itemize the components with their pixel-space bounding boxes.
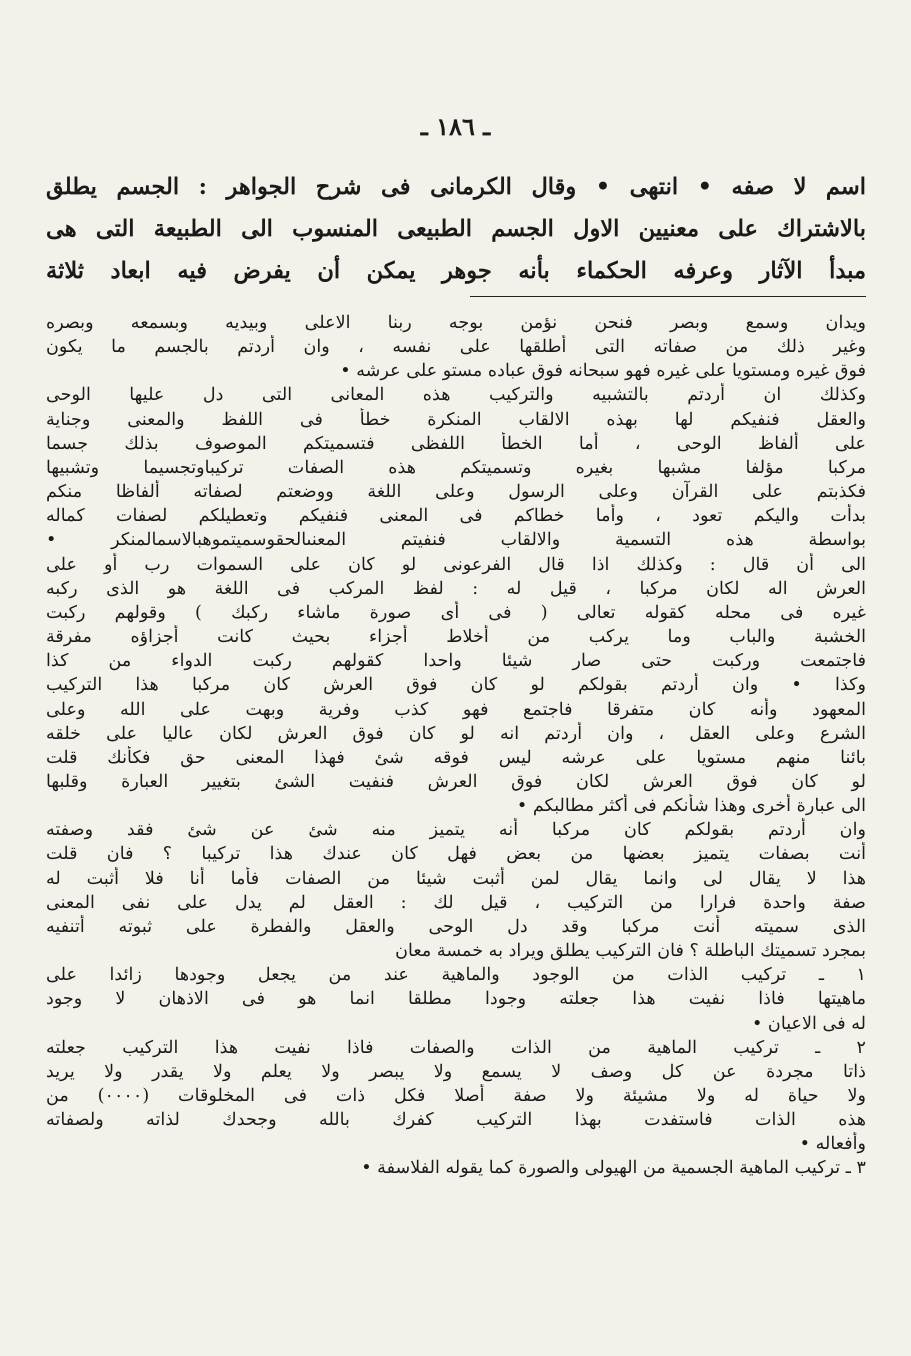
footnote-line: هذه الذات فاستفدت بهذا التركيب كفرك بالله وجحدك لذاته ولصفاته bbox=[46, 1110, 866, 1131]
footnote-line: صفة واحدة فرارا من التركيب ، قيل لك : العقل لم يدل على نفى المعنى bbox=[46, 892, 866, 913]
footnote-line: بواسطة هذه التسمية والالقاب فنفيتم المعنىالحقوسميتموهبالاسمالمنكر • bbox=[46, 530, 866, 551]
footnote-line: الخشبة والباب وما يركب من أخلاط أجزاء بحيث كانت أجزاؤه مفرقة bbox=[46, 627, 866, 648]
footnote-line: بدأت واليكم تعود ، وأما خطاكم فى المعنى فنفيكم وتعطيلكم لصفات كماله bbox=[46, 506, 866, 527]
footnote-line: ٢ ـ تركيب الماهية من الذات والصفات فاذا نفيت هذا التركيب جعلته bbox=[46, 1037, 866, 1058]
footnote-line: وان أردتم بقولكم كان مركبا أنه يتميز منه شئ عن شئ فقد وصفته bbox=[46, 820, 866, 841]
footnote-line: غيره فى محله كقوله تعالى ( فى أى صورة ماشاء ركبك ) وقولهم ركبت bbox=[46, 602, 866, 623]
footnote-line: بائنا منهم مستويا على عرشه ليس فوقه شئ فهذا المعنى حق فكأنك قلت bbox=[46, 747, 866, 768]
footnote-line: هذا لا يقال لى وانما يقال لمن أثبت شيئا من الصفات فأما أنا فلا أثبت له bbox=[46, 868, 866, 889]
main-text bbox=[46, 166, 866, 292]
footnote-line: الذى سميته أنت مركبا وقد دل الوحى والعقل والفطرة على ثبوته أتنفيه bbox=[46, 916, 866, 937]
footnote-line: الى أن قال : وكذلك اذا قال الفرعونى لو كان على السموات رب أو على bbox=[46, 554, 866, 575]
footnote-line: الى عبارة أخرى وهذا شأنكم فى أكثر مطالبكم • bbox=[516, 796, 866, 817]
footnote-line: المعهود وأنه كان متفرقا فاجتمع فهو كذب وفرية وبهت على الله وعلى bbox=[46, 699, 866, 720]
footnote-line: الشرع وعلى العقل ، وان أردتم انه لو كان فوق العرش لكان عاليا على خلقه bbox=[46, 723, 866, 744]
footnote-line: أنت بصفات يتميز بعضها من بعض فهل كان عندك هذا تركيبا ؟ فان قلت bbox=[46, 844, 866, 865]
main-text-line: مبدأ الآثار وعرفه الحكماء بأنه جوهر يمكن أن يفرض فيه ابعاد ثلاثة bbox=[46, 258, 866, 284]
footnote-line: فاجتمعت وركبت حتى صار شيئا واحدا كقولهم ركبت الدواء من كذا bbox=[46, 651, 866, 672]
footnote-line: لو كان فوق العرش لكان فوق العرش فنفيت الشئ بتغيير العبارة وقلبها bbox=[46, 771, 866, 792]
footnote-line: ذاتا مجردة عن كل وصف لا يسمع ولا يبصر ولا يعلم ولا يقدر ولا يريد bbox=[46, 1061, 866, 1082]
footnote-line: له فى الاعيان • bbox=[751, 1013, 866, 1034]
footnote-line: وغير ذلك من صفاته التى أطلقها على نفسه ، وان أردتم بالجسم ما يكون bbox=[46, 337, 866, 358]
footnote-line: على ألفاظ الوحى ، أما الخطأ اللفظى فتسميتكم الموصوف بذلك جسما bbox=[46, 433, 866, 454]
footnote-line: فوق غيره ومستويا على غيره فهو سبحانه فوق عباده مستو على عرشه • bbox=[340, 361, 866, 382]
footnote-line: بمجرد تسميتك الباطلة ؟ فان التركيب يطلق ويراد به خمسة معان bbox=[395, 941, 866, 962]
main-text-line: بالاشتراك على معنيين الاول الجسم الطبيعى المنسوب الى الطبيعة التى هى bbox=[46, 216, 866, 242]
footnote-line: ٣ ـ تركيب الماهية الجسمية من الهيولى والصورة كما يقوله الفلاسفة • bbox=[361, 1158, 866, 1179]
footnote-line: العرش اله لكان مركبا ، قيل له : لفظ المركب فى اللغة هو الذى ركبه bbox=[46, 578, 866, 599]
footnote-line: ١ ـ تركيب الذات من الوجود والماهية عند من يجعل وجودها زائدا على bbox=[46, 965, 866, 986]
footnote-line: فكذبتم على القرآن وعلى الرسول وعلى اللغة ووضعتم لصفاته ألفاظا منكم bbox=[46, 482, 866, 503]
main-text-line: اسم لا صفه • انتهى • وقال الكرمانى فى شرح الجواهر : الجسم يطلق bbox=[46, 174, 866, 200]
footnote-line: وكذا • وان أردتم بقولكم لو كان فوق العرش كان مركبا هذا التركيب bbox=[46, 675, 866, 696]
footnote-text bbox=[46, 311, 866, 1181]
footnote-line: ولا حياة له ولا مشيئة ولا صفة أصلا فكل ذات فى المخلوقات (٠٠٠٠) من bbox=[46, 1086, 866, 1106]
page-number: ـ ١٨٦ ـ bbox=[420, 112, 491, 141]
footnote-separator bbox=[470, 296, 866, 297]
footnote-line: ويدان وسمع وبصر فنحن نؤمن بوجه ربنا الاعلى وبيديه وبسمعه وبصره bbox=[46, 313, 866, 333]
footnote-line: ماهيتها فاذا نفيت هذا جعلته وجودا مطلقا انما هو فى الاذهان لا وجود bbox=[46, 989, 866, 1010]
footnote-line: والعقل فنفيكم لها بهذه الالقاب المنكرة خطأ فى اللفظ والمعنى وجناية bbox=[46, 409, 866, 430]
footnote-line: مركبا مؤلفا مشبها بغيره وتسميتكم هذه الصفات تركيباوتجسيما وتشبيها bbox=[46, 457, 866, 478]
footnote-line: وأفعاله • bbox=[799, 1134, 866, 1155]
footnote-line: وكذلك ان أردتم بالتشبيه والتركيب هذه المعانى التى دل عليها الوحى bbox=[46, 385, 866, 406]
